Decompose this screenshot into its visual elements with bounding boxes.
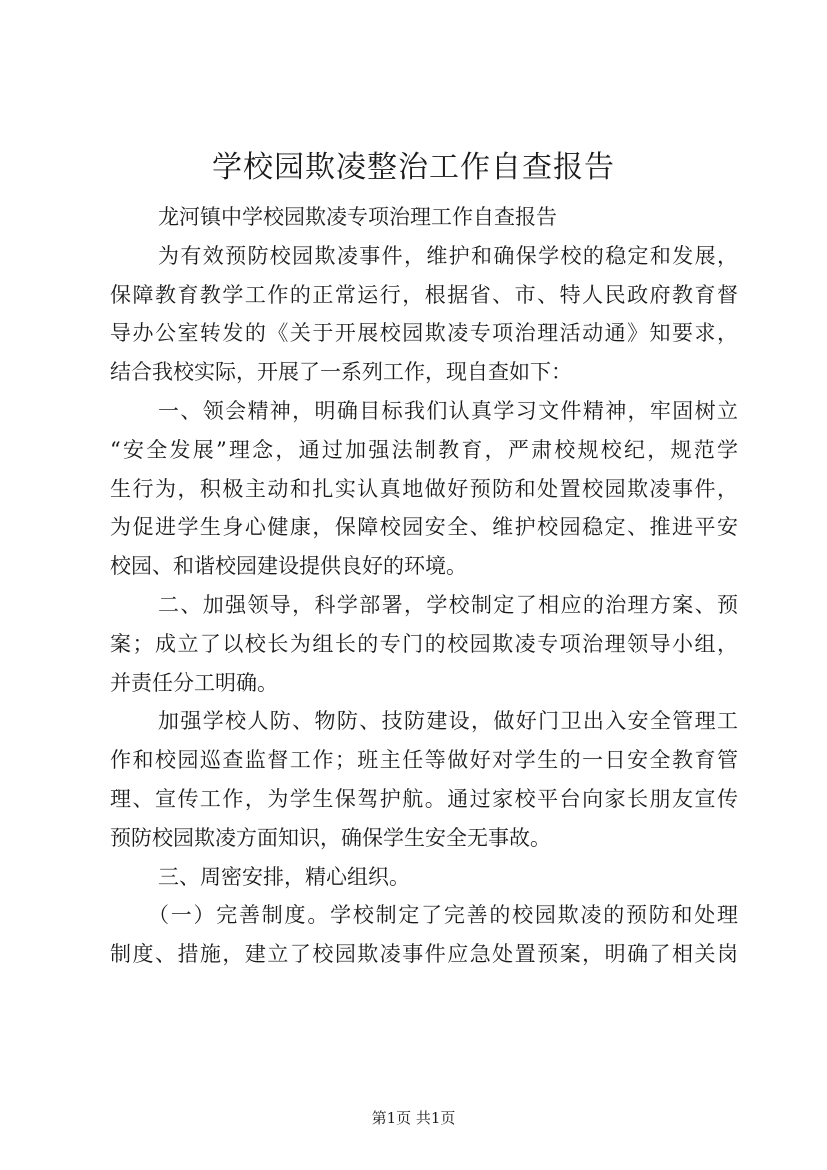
- paragraph-1-line-4: 结合我校实际，开展了一系列工作，现自查如下：: [110, 360, 572, 385]
- paragraph-2-line-2: “安全发展”理念，通过加强法制教育，严肃校规校纪，规范学: [110, 437, 738, 462]
- paragraph-2-line-4: 为促进学生身心健康，保障校园安全、维护校园稳定、推进平安: [110, 515, 738, 540]
- paragraph-2-line-5: 校园、和谐校园建设提供良好的环境。: [110, 554, 467, 579]
- paragraph-1-line-3: 导办公室转发的《关于开展校园欺凌专项治理活动通》知要求，: [110, 321, 738, 346]
- paragraph-4-line-4: 预防校园欺凌方面知识，确保学生安全无事故。: [110, 825, 551, 850]
- paragraph-1-line-1: 为有效预防校园欺凌事件，维护和确保学校的稳定和发展，: [158, 243, 738, 268]
- paragraph-6-line-1: （一）完善制度。学校制定了完善的校园欺凌的预防和处理: [148, 903, 738, 928]
- paragraph-3-line-3: 并责任分工明确。: [110, 670, 278, 695]
- paragraph-4-line-2: 作和校园巡查监督工作；班主任等做好对学生的一日安全教育管: [110, 748, 738, 773]
- document-body: [110, 198, 738, 974]
- page-footer: 第1页 共1页: [371, 1109, 456, 1127]
- paragraph-1-line-2: 保障教育教学工作的正常运行，根据省、市、特人民政府教育督: [110, 282, 738, 307]
- paragraph-6-line-2: 制度、措施，建立了校园欺凌事件应急处置预案，明确了相关岗: [110, 942, 738, 967]
- paragraph-2-line-1: 一、领会精神，明确目标我们认真学习文件精神，牢固树立: [158, 398, 738, 423]
- paragraph-4-line-3: 理、宣传工作，为学生保驾护航。通过家校平台向家长朋友宣传: [110, 786, 738, 811]
- paragraph-4-line-1: 加强学校人防、物防、技防建设，做好门卫出入安全管理工: [158, 709, 738, 734]
- paragraph-3-line-2: 案；成立了以校长为组长的专门的校园欺凌专项治理领导小组，: [110, 631, 738, 656]
- paragraph-2-line-3: 生行为，积极主动和扎实认真地做好预防和处置校园欺凌事件，: [110, 476, 738, 501]
- document-title: 学校园欺凌整治工作自查报告: [212, 150, 615, 185]
- subtitle-line: 龙河镇中学校园欺凌专项治理工作自查报告: [158, 205, 557, 229]
- paragraph-5-line-1: 三、周密安排，精心组织。: [158, 864, 410, 889]
- paragraph-3-line-1: 二、加强领导，科学部署，学校制定了相应的治理方案、预: [158, 592, 738, 617]
